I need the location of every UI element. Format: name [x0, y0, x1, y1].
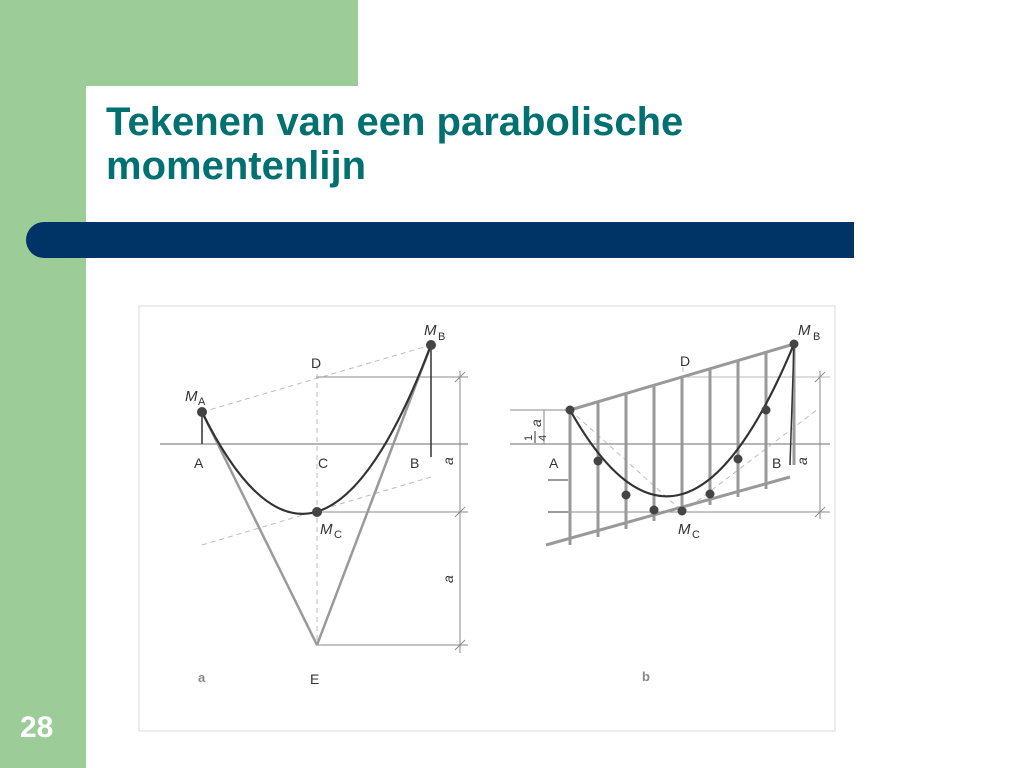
- dim-label-upper: a: [440, 457, 456, 465]
- label-b-b: B: [772, 455, 782, 471]
- label-mb-sub: B: [438, 331, 446, 343]
- label-mb-b: M: [798, 322, 811, 339]
- label-a: A: [194, 455, 204, 471]
- moment-line-figure: [138, 305, 836, 738]
- label-mc-b-sub: C: [692, 529, 700, 541]
- label-mc-sub: C: [334, 529, 342, 541]
- label-a-b: A: [549, 455, 559, 471]
- parabola-point: [566, 406, 575, 415]
- parabola-point: [734, 455, 743, 464]
- parabola-point: [622, 491, 631, 500]
- top-accent-band: [0, 0, 358, 86]
- point-mb: [426, 340, 436, 350]
- point-mc: [312, 507, 322, 517]
- parabola-point: [594, 457, 603, 466]
- fraction-a: a: [528, 419, 544, 427]
- caption-a: a: [198, 670, 206, 685]
- label-b: B: [410, 455, 420, 471]
- label-e: E: [310, 671, 320, 687]
- slide-title: Tekenen van een parabolische momentenlijn: [106, 100, 684, 188]
- fraction-denominator: 4: [537, 434, 549, 441]
- parabola-point: [790, 340, 799, 349]
- caption-b: b: [642, 669, 650, 684]
- parabola-point: [678, 507, 687, 516]
- parabola-point: [706, 490, 715, 499]
- dim-label-b: a: [794, 457, 810, 465]
- label-mc-b: M: [678, 521, 691, 538]
- parabola-point: [650, 506, 659, 515]
- label-d-b: D: [680, 353, 691, 369]
- figure-svg: [138, 305, 836, 733]
- title-underline-bar: [26, 222, 854, 258]
- dim-label-lower: a: [440, 575, 456, 583]
- label-c: C: [318, 455, 329, 471]
- point-ma: [197, 407, 207, 417]
- parabola-point: [762, 406, 771, 415]
- label-mc: M: [320, 521, 333, 538]
- label-ma: M: [185, 388, 198, 405]
- label-mb-b-sub: B: [813, 331, 821, 343]
- page-number: 28: [20, 711, 54, 744]
- figure-frame: [139, 306, 835, 731]
- label-d: D: [311, 355, 322, 371]
- label-ma-sub: A: [198, 396, 206, 408]
- fraction-numerator: 1: [523, 434, 535, 441]
- label-mb: M: [424, 322, 437, 339]
- sidebar-band: [0, 0, 86, 768]
